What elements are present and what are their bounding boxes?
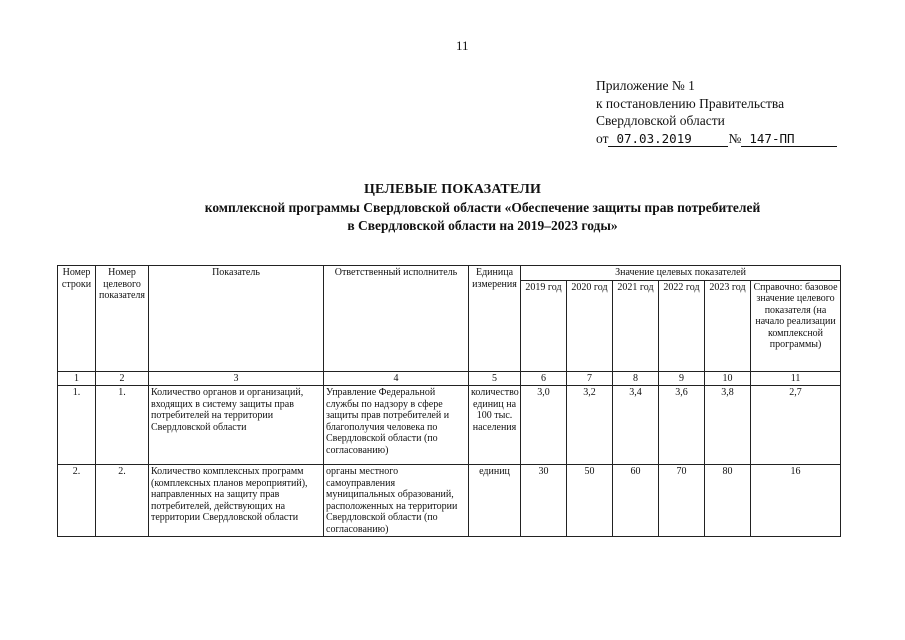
column-number: 2 [96,371,149,386]
cell-unit: единиц [469,465,521,537]
title-line-2: комплексной программы Свердловской области «Обеспечение защиты прав потребителей [204,200,761,215]
header-executor: Ответственный исполнитель [324,266,469,372]
cell-indicator: Количество комплексных программ (комплексных планов мероприятий), направленных на защиту прав потребителей, действующих на территории Свердловской области [149,465,324,537]
header-row-top [58,266,841,281]
title-line-3: в Свердловской области на 2019–2023 годы» [347,218,618,233]
cell-unit: количество единиц на 100 тыс. населения [469,386,521,465]
cell-value-2022: 70 [659,465,705,537]
cell-value-2019: 3,0 [521,386,567,465]
cell-value-2019: 30 [521,465,567,537]
cell-value-2020: 50 [567,465,613,537]
column-number: 5 [469,371,521,386]
header-year-2021: 2021 год [613,280,659,371]
cell-executor: Управление Федеральной службы по надзору в сфере защиты прав потребителей и благополучия человека по Свердловской области (по согласованию) [324,386,469,465]
indicators-table [57,265,841,537]
cell-target-number: 1. [96,386,149,465]
cell-value-2022: 3,6 [659,386,705,465]
appendix-line-3: Свердловской области [596,113,725,128]
cell-baseline: 16 [751,465,841,537]
table-row [58,465,841,537]
column-number: 9 [659,371,705,386]
cell-value-2021: 3,4 [613,386,659,465]
column-number: 11 [751,371,841,386]
header-row-number: Номер строки [58,266,96,372]
header-target-number: Номер целевого показателя [96,266,149,372]
appendix-line-2: к постановлению Правительства [596,95,785,111]
header-unit: Единица измерения [469,266,521,372]
column-number: 10 [705,371,751,386]
cell-row-number: 1. [58,386,96,465]
document-title [0,181,905,235]
cell-value-2023: 3,8 [705,386,751,465]
appendix-line-1: Приложение № 1 [596,78,695,93]
column-number: 6 [521,371,567,386]
column-number: 3 [149,371,324,386]
column-number: 1 [58,371,96,386]
cell-executor: органы местного самоуправления муниципальных образований, расположенных на территории Свердловской области (по согласованию) [324,465,469,537]
header-year-2019: 2019 год [521,280,567,371]
table-row [58,386,841,465]
cell-value-2020: 3,2 [567,386,613,465]
date-field: 07.03.2019 [608,131,728,147]
column-number: 4 [324,371,469,386]
number-field: 147-ПП [741,131,837,147]
header-year-2023: 2023 год [705,280,751,371]
column-number: 7 [567,371,613,386]
header-year-2022: 2022 год [659,280,705,371]
cell-baseline: 2,7 [751,386,841,465]
appendix-block [596,77,837,147]
cell-target-number: 2. [96,465,149,537]
header-values-group: Значение целевых показателей [521,266,841,281]
date-prefix: от [596,130,609,146]
cell-value-2021: 60 [613,465,659,537]
title-line-1: ЦЕЛЕВЫЕ ПОКАЗАТЕЛИ [363,182,542,197]
number-prefix: № [728,130,742,146]
page-number: 11 [456,38,469,53]
column-number-row [58,371,841,386]
appendix-date-line [596,130,837,148]
column-number: 8 [613,371,659,386]
header-indicator: Показатель [149,266,324,372]
header-baseline: Справочно: базовое значение целевого показателя (на начало реализации комплексной программы) [751,280,841,371]
cell-indicator: Количество органов и организаций, входящих в систему защиты прав потребителей на территории Свердловской области [149,386,324,465]
cell-value-2023: 80 [705,465,751,537]
header-year-2020: 2020 год [567,280,613,371]
cell-row-number: 2. [58,465,96,537]
